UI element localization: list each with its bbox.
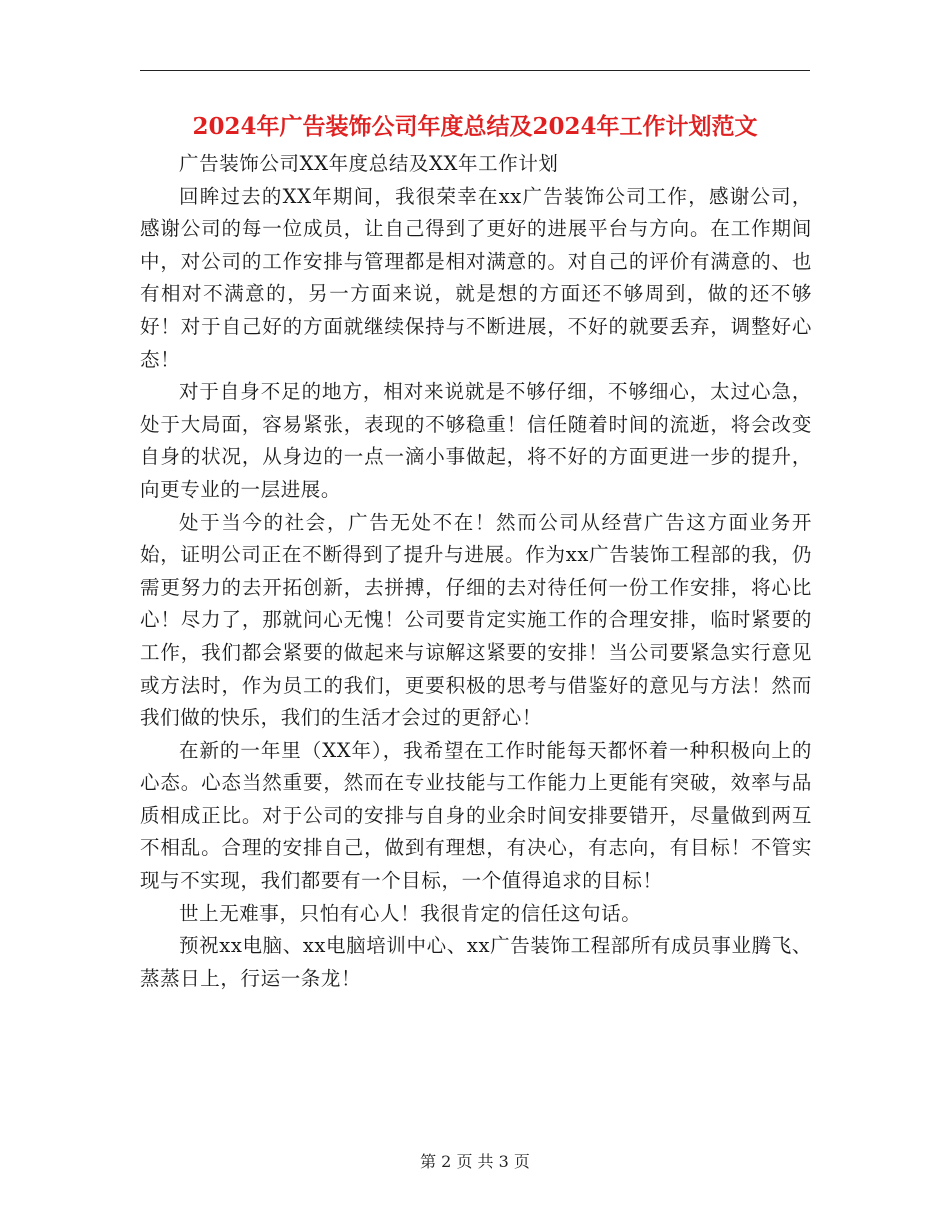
body-paragraph: 预祝xx电脑、xx电脑培训中心、xx广告装饰工程部所有成员事业腾飞、蒸蒸日上，行运一条龙！: [140, 934, 812, 990]
document-body: [140, 148, 812, 995]
body-paragraph: 在新的一年里（XX年），我希望在工作时能每天都怀着一种积极向上的心态。心态当然重要，然而在专业技能与工作能力上更能有突破，效率与品质相成正比。对于公司的安排与自身的业余时间安排要错开，尽量做到两互不相乱。合理的安排自己，做到有理想，有决心，有志向，有目标！不管实现与不实现，我们都要有一个目标，一个值得追求的目标！: [140, 738, 812, 893]
subtitle-paragraph: 广告装饰公司XX年度总结及XX年工作计划: [179, 152, 559, 175]
body-paragraph: 处于当今的社会，广告无处不在！然而公司从经营广告这方面业务开始，证明公司正在不断得到了提升与进展。作为xx广告装饰工程部的我，仍需更努力的去开拓创新，去拼搏，仔细的去对待任何一份工作安排，将心比心！尽力了，那就问心无愧！公司要肯定实施工作的合理安排，临时紧要的工作，我们都会紧要的做起来与谅解这紧要的安排！当公司要紧急实行意见或方法时，作为员工的我们，更要积极的思考与借鉴好的意见与方法！然而我们做的快乐，我们的生活才会过的更舒心！: [140, 510, 812, 730]
body-paragraph: 世上无难事，只怕有心人！我很肯定的信任这句话。: [179, 901, 642, 925]
page-number-footer: 第 2 页 共 3 页: [420, 1152, 530, 1171]
document-title: 2024年广告装饰公司年度总结及2024年工作计划范文: [192, 113, 758, 140]
body-paragraph: 对于自身不足的地方，相对来说就是不够仔细，不够细心，太过心急，处于大局面，容易紧张，表现的不够稳重！信任随着时间的流逝，将会改变自身的状况，从身边的一点一滴小事做起，将不好的方面更进一步的提升，向更专业的一层进展。: [140, 380, 812, 501]
header-rule: [140, 70, 810, 71]
body-paragraph: 回眸过去的XX年期间，我很荣幸在xx广告装饰公司工作，感谢公司，感谢公司的每一位成员，让自己得到了更好的进展平台与方向。在工作期间中，对公司的工作安排与管理都是相对满意的。对自己的评价有满意的、也有相对不满意的，另一方面来说，就是想的方面还不够周到，做的还不够好！对于自己好的方面就继续保持与不断进展，不好的就要丢弃，调整好心态！: [140, 184, 812, 371]
